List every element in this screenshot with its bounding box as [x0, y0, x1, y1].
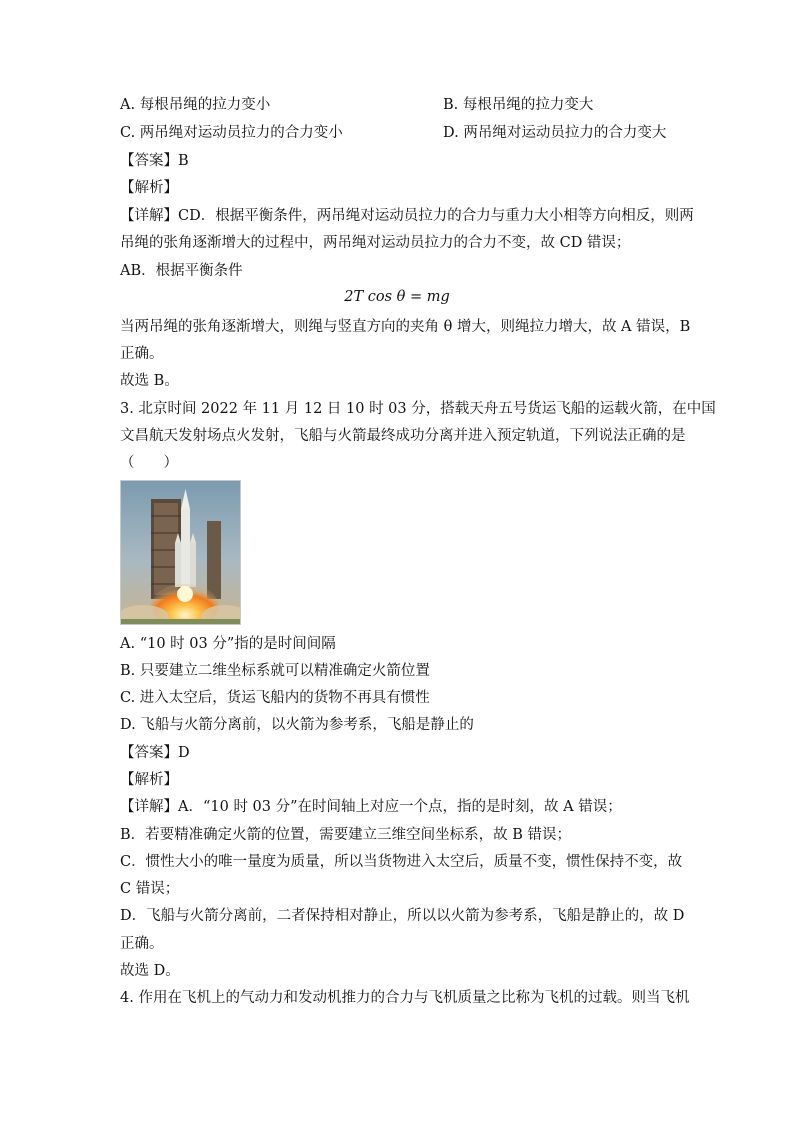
- q3-analysis-label: 【解析】: [120, 772, 178, 788]
- q2-detail-line: AB．根据平衡条件: [120, 263, 243, 279]
- q3-option-a: A. “10 时 03 分”指的是时间间隔: [120, 636, 336, 652]
- q2-option-d: D. 两吊绳对运动员拉力的合力变大: [443, 125, 667, 141]
- q3-detail-line: 【详解】A．“10 时 03 分”在时间轴上对应一个点，指的是时刻，故 A 错误；: [120, 799, 622, 815]
- q2-detail-line: 【详解】CD．根据平衡条件，两吊绳对运动员拉力的合力与重力大小相等方向相反，则两: [120, 208, 694, 224]
- q3-stem-line: 3. 北京时间 2022 年 11 月 12 日 10 时 03 分，搭载天舟五号货运飞船的运载火箭，在中国: [120, 401, 716, 417]
- q2-detail-line: 当两吊绳的张角逐渐增大，则绳与竖直方向的夹角 θ 增大，则绳拉力增大，故 A 错误，B: [120, 319, 691, 335]
- q3-option-b: B. 只要建立二维坐标系就可以精准确定火箭位置: [120, 663, 430, 679]
- q3-stem-line: （ ）: [120, 455, 178, 471]
- q2-option-a: A. 每根吊绳的拉力变小: [120, 97, 271, 113]
- q2-option-b: B. 每根吊绳的拉力变大: [443, 97, 594, 113]
- q2-detail-line: 吊绳的张角逐渐增大的过程中，两吊绳对运动员拉力的合力不变，故 CD 错误；: [120, 235, 631, 251]
- q3-answer: 【答案】D: [120, 745, 190, 761]
- q3-detail-line: C 错误；: [120, 881, 180, 897]
- q3-detail-line: D．飞船与火箭分离前，二者保持相对静止，所以以火箭为参考系，飞船是静止的，故 D: [120, 908, 685, 924]
- q2-analysis-label: 【解析】: [120, 180, 178, 196]
- q3-option-d: D. 飞船与火箭分离前，以火箭为参考系，飞船是静止的: [120, 717, 474, 733]
- q2-detail-line: 正确。: [120, 346, 164, 362]
- q2-option-c: C. 两吊绳对运动员拉力的合力变小: [120, 125, 343, 141]
- q3-option-c: C. 进入太空后，货运飞船内的货物不再具有惯性: [120, 690, 430, 706]
- q3-stem-line: 文昌航天发射场点火发射，飞船与火箭最终成功分离并进入预定轨道，下列说法正确的是: [120, 428, 686, 444]
- q3-conclusion: 故选 D。: [120, 963, 180, 979]
- q2-equation: 2T cos θ = mg: [344, 289, 450, 305]
- q3-detail-line: C．惯性大小的唯一量度为质量，所以当货物进入太空后，质量不变，惯性保持不变，故: [120, 854, 683, 870]
- q3-detail-line: 正确。: [120, 936, 164, 952]
- q3-detail-line: B．若要精准确定火箭的位置，需要建立三维空间坐标系，故 B 错误；: [120, 827, 572, 843]
- q4-stem-line: 4. 作用在飞机上的气动力和发动机推力的合力与飞机质量之比称为飞机的过载。则当飞机: [120, 990, 690, 1006]
- rocket-launch-photo: [120, 480, 241, 625]
- q2-conclusion: 故选 B。: [120, 373, 179, 389]
- q2-answer: 【答案】B: [120, 153, 189, 169]
